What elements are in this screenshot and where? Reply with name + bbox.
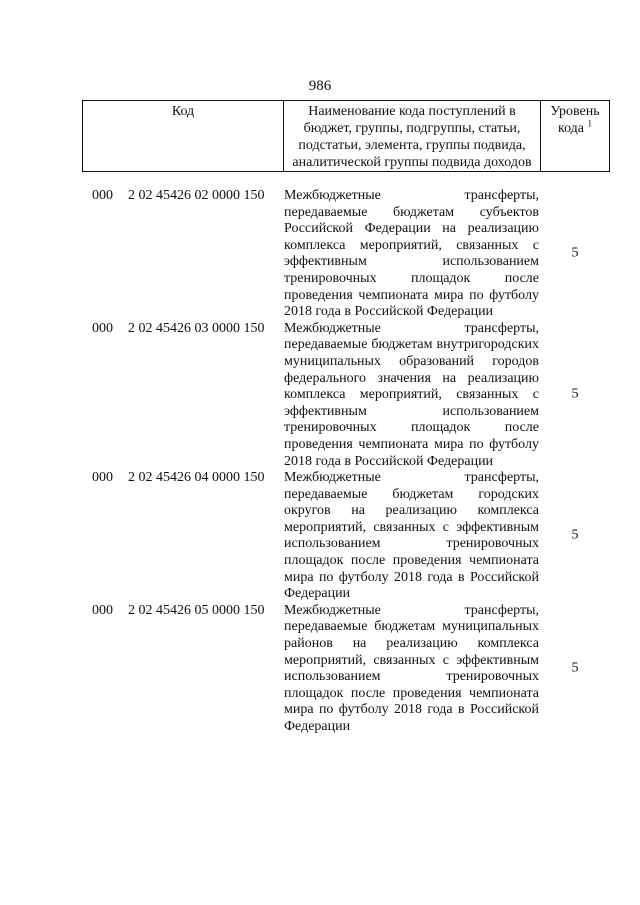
budget-code: 2 02 45426 03 0000 150 — [128, 320, 265, 336]
page-number: 986 — [308, 78, 332, 94]
table-body — [82, 188, 610, 736]
admin-code: 000 — [92, 470, 113, 486]
table-row — [82, 188, 610, 321]
code-name: Межбюджетные трансферты, передаваемые бюджетам внутригородских муниципальных образований городов федерального значения на реализацию комплекса мероприятий, связанных с эффективным использованием тренировочных площадок после проведения чемпионата мира по футболу 2018 года в Российской Федерации — [284, 320, 539, 469]
code-level: 5 — [571, 660, 579, 676]
code-name: Межбюджетные трансферты, передаваемые бюджетам субъектов Российской Федерации на реализацию комплекса мероприятий, связанных с эффективным использованием тренировочных площадок после проведения чемпионата мира по футболу 2018 года в Российской Федерации — [284, 188, 539, 320]
table-row — [82, 321, 610, 470]
footnote-marker: 1 — [587, 118, 593, 129]
code-level: 5 — [571, 387, 579, 403]
table-row — [82, 470, 610, 603]
table-row — [82, 603, 610, 736]
admin-code: 000 — [92, 188, 113, 203]
header-level-line1: Уровень — [550, 104, 600, 119]
code-level: 5 — [571, 246, 579, 262]
admin-code: 000 — [92, 320, 113, 336]
code-name: Межбюджетные трансферты, передаваемые бюджетам муниципальных районов на реализацию комплекса мероприятий, связанных с эффективным использованием тренировочных площадок после проведения чемпионата мира по футболу 2018 года в Российской Федерации — [284, 602, 539, 734]
header-name: Наименование кода поступлений в бюджет, группы, подгруппы, статьи, подстатьи, элемента, группы подвида, аналитической группы подвида доходов — [292, 104, 532, 170]
code-level: 5 — [571, 528, 579, 544]
header-level-word: кода — [557, 121, 585, 136]
budget-code: 2 02 45426 05 0000 150 — [128, 602, 265, 618]
budget-code: 2 02 45426 04 0000 150 — [128, 470, 265, 486]
header-level — [540, 101, 609, 171]
code-name: Межбюджетные трансферты, передаваемые бюджетам городских округов на реализацию комплекса мероприятий, связанных с эффективным использованием тренировочных площадок после проведения чемпионата мира по футболу 2018 года в Российской Федерации — [284, 470, 539, 602]
budget-code: 2 02 45426 02 0000 150 — [128, 188, 265, 203]
table-header — [82, 100, 610, 172]
header-code: Код — [83, 101, 284, 171]
admin-code: 000 — [92, 602, 113, 618]
header-level-line2 — [541, 120, 609, 137]
